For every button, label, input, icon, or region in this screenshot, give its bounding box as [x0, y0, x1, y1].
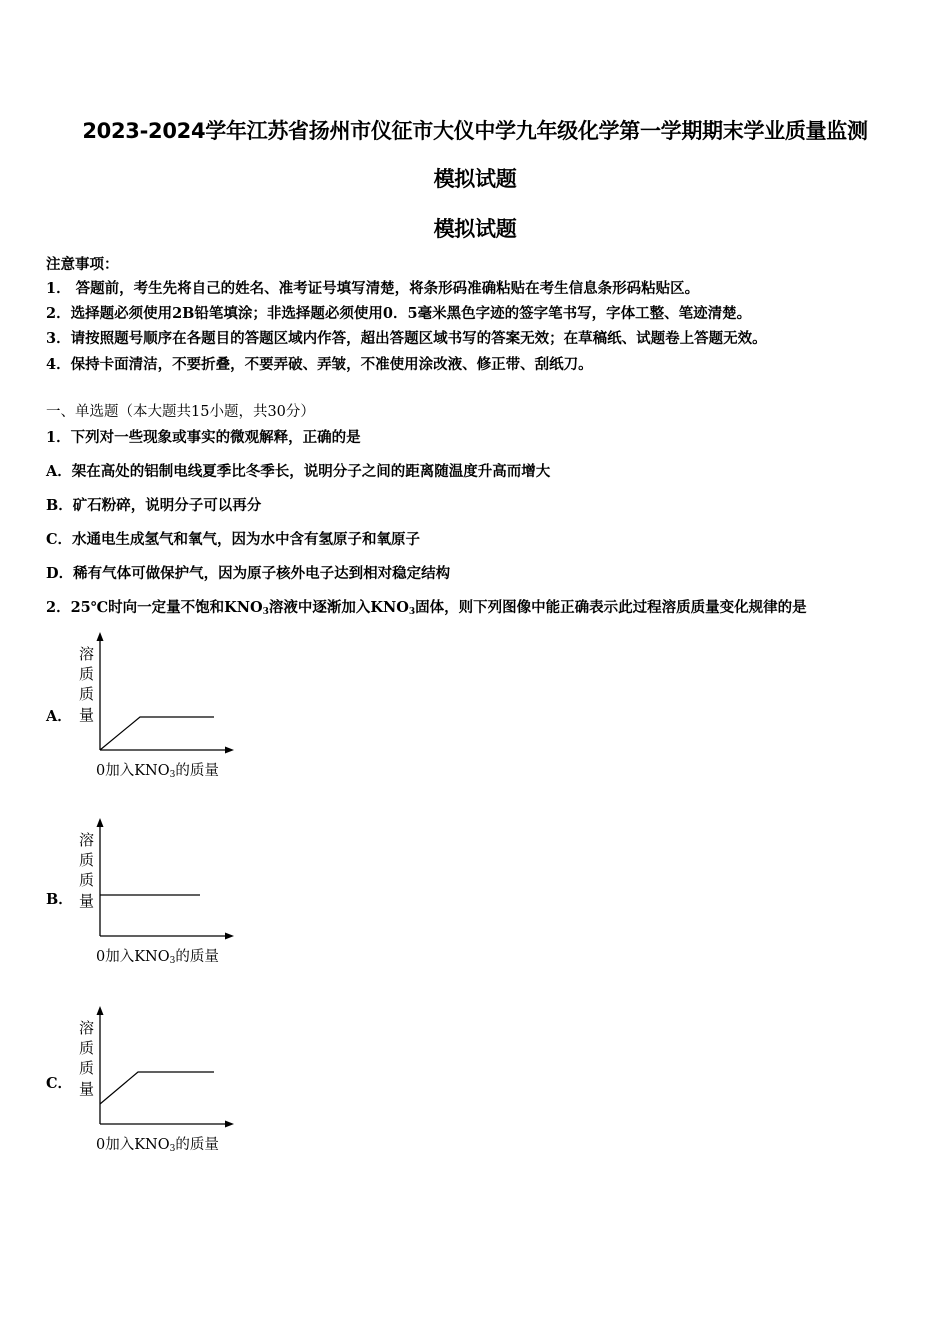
question-1-option-a[interactable]: A．架在高处的铝制电线夏季比冬季长，说明分子之间的距离随温度升高而增大 — [46, 463, 551, 480]
page-title: 2023-2024学年江苏省扬州市仪征市大仪中学九年级化学第一学期期末学业质量监测 — [82, 119, 868, 143]
graph-curve-a — [100, 717, 214, 750]
section-heading: 一、单选题（本大题共15小题，共30分） — [46, 404, 315, 420]
graph-curve-c — [100, 1072, 214, 1104]
notes-heading: 注意事项： — [46, 256, 119, 273]
question-2-option-c-label[interactable]: C． — [46, 1075, 73, 1092]
note-item: 1． 答题前，考生先将自己的姓名、准考证号填写清楚，将条形码准确粘贴在考生信息条形码粘贴区。 — [46, 280, 700, 297]
graph-xlabel: 0加入KNO3的质量 — [96, 1137, 219, 1154]
note-item: 2．选择题必须使用2B铅笔填涂；非选择题必须使用0．5毫米黑色字迹的签字笔书写，字体工整、笔迹清楚。 — [46, 305, 752, 322]
question-1-option-c[interactable]: C．水通电生成氢气和氧气，因为水中含有氢原子和氧原子 — [46, 531, 421, 548]
graph-ylabel-char: 质 — [79, 1059, 95, 1077]
page-subtitle: 模拟试题 — [433, 167, 517, 191]
graph-option-b[interactable] — [72, 818, 242, 968]
graph-option-a[interactable] — [72, 632, 242, 782]
graph-option-c[interactable] — [72, 1006, 242, 1156]
graph-ylabel-char: 量 — [79, 706, 95, 724]
graph-xlabel: 0加入KNO3的质量 — [96, 763, 219, 780]
question-2-stem: 2．25℃时向一定量不饱和$KNO_3$溶液中逐渐加入$KNO_3$固体，则下列图像中能正确表示此过程溶质质量变化规律的是 — [46, 599, 807, 617]
question-1-stem: 1．下列对一些现象或事实的微观解释，正确的是 — [46, 429, 361, 446]
graph-ylabel-char: 量 — [79, 892, 95, 910]
graph-ylabel-char: 质 — [79, 1039, 95, 1057]
graph-xlabel: 0加入KNO3的质量 — [96, 949, 219, 966]
graph-ylabel-char: 质 — [79, 665, 95, 683]
question-1-option-b[interactable]: B．矿石粉碎，说明分子可以再分 — [46, 497, 262, 514]
graph-ylabel-char: 溶 — [79, 645, 95, 663]
page-subtitle-repeat: 模拟试题 — [433, 217, 517, 241]
question-1-option-d[interactable]: D．稀有气体可做保护气，因为原子核外电子达到相对稳定结构 — [46, 565, 451, 582]
question-2-option-a-label[interactable]: A． — [46, 708, 72, 725]
graph-ylabel-char: 溶 — [79, 831, 95, 849]
graph-ylabel-char: 质 — [79, 685, 95, 703]
graph-ylabel-char: 溶 — [79, 1019, 95, 1037]
graph-ylabel-char: 质 — [79, 871, 95, 889]
graph-ylabel-char: 质 — [79, 851, 95, 869]
note-item: 4．保持卡面清洁，不要折叠，不要弄破、弄皱，不准使用涂改液、修正带、刮纸刀。 — [46, 356, 593, 373]
note-item: 3．请按照题号顺序在各题目的答题区域内作答，超出答题区域书写的答案无效；在草稿纸、试题卷上答题无效。 — [46, 330, 767, 347]
question-2-option-b-label[interactable]: B． — [46, 891, 73, 908]
graph-ylabel-char: 量 — [79, 1080, 95, 1098]
